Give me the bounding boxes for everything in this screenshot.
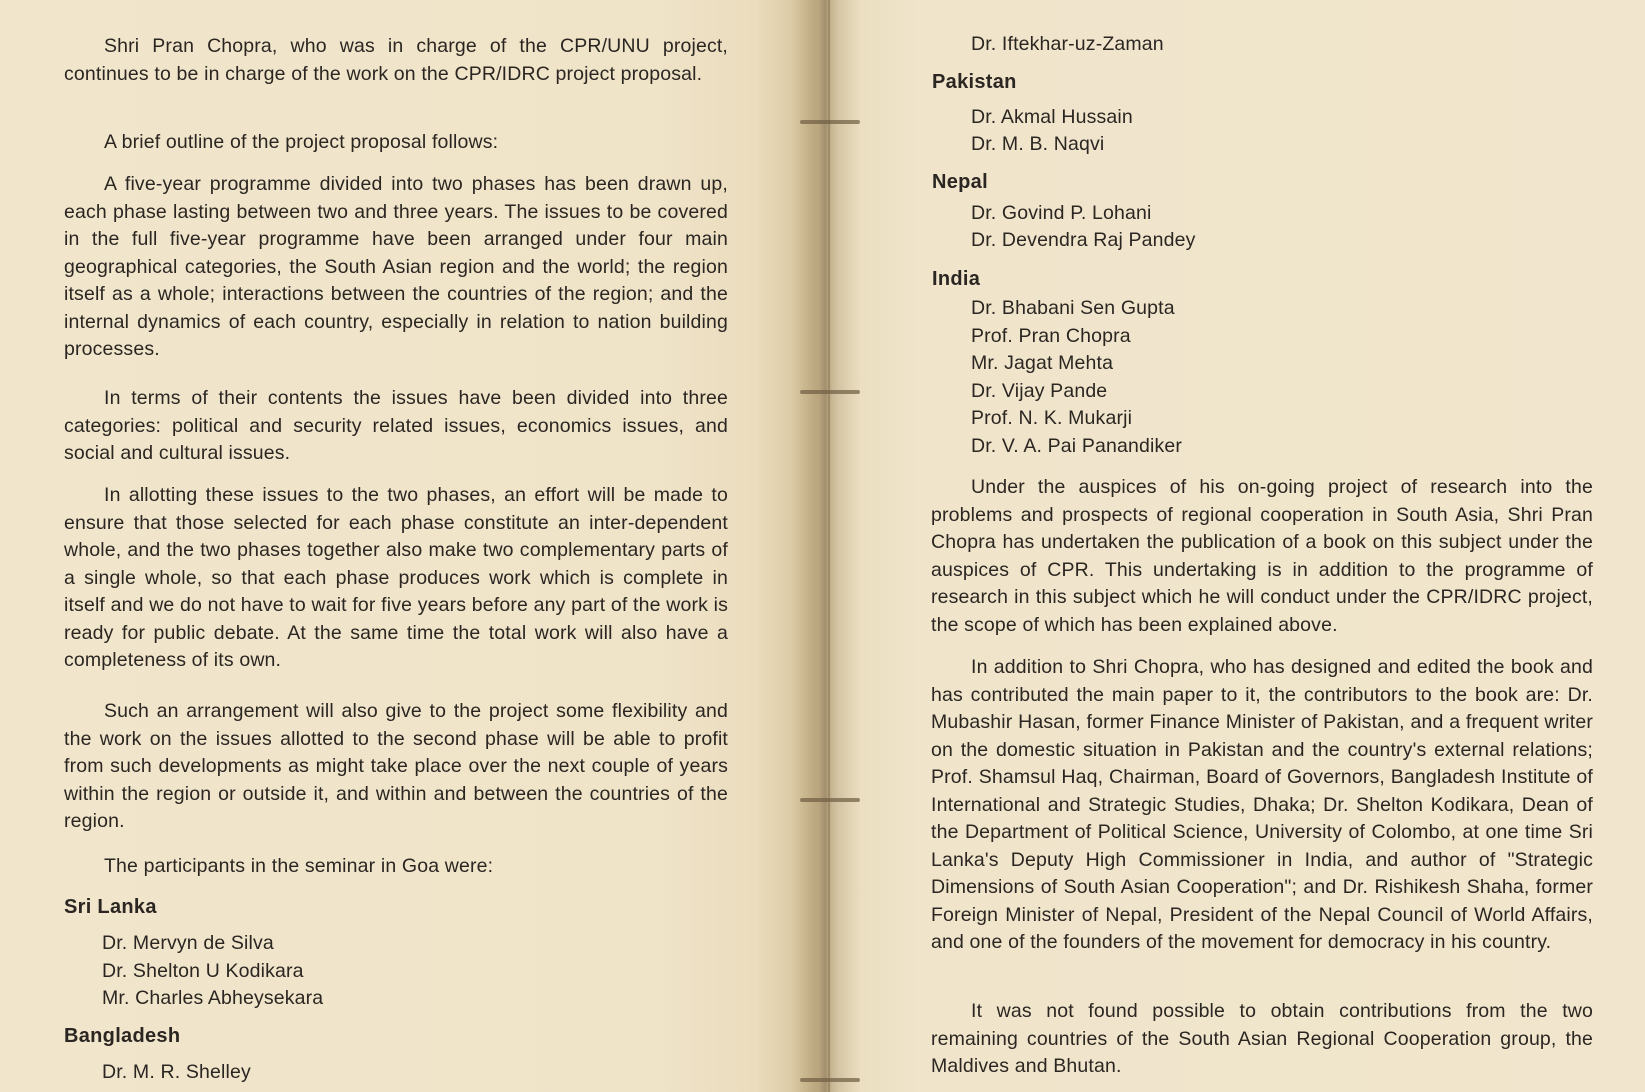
participant-name: Dr. V. A. Pai Panandiker	[971, 435, 1183, 457]
paragraph: A brief outline of the project proposal follows:	[104, 131, 499, 153]
paragraph: A five-year programme divided into two phases has been drawn up, each phase lasting between two and three years. The issues to be covered in the full five-year programme have been arranged under four main geographical categories, the South Asian region and the world; the region itself as a whole; interactions between the countries of the region; and the internal dynamics of each country, especially in relation to nation building processes.	[64, 173, 728, 360]
participant-name: Prof. N. K. Mukarji	[971, 407, 1133, 429]
country-heading-nepal: Nepal	[932, 171, 988, 193]
participant-name: Dr. M. B. Naqvi	[971, 133, 1105, 155]
participant-name: Mr. Jagat Mehta	[971, 352, 1114, 374]
paragraph: The participants in the seminar in Goa were:	[104, 855, 494, 877]
paragraph: Such an arrangement will also give to the project some flexibility and the work on the issues allotted to the second phase will be able to profit from such developments as might take place over the next couple of years within the region or outside it, and within and between the countries of the region.	[64, 700, 728, 832]
paragraph: Under the auspices of his on-going project of research into the problems and prospects of regional cooperation in South Asia, Shri Pran Chopra has undertaken the publication of a book on this subject under the auspices of CPR. This undertaking is in addition to the programme of research in this subject which he will conduct under the CPR/IDRC project, the scope of which has been explained above.	[931, 476, 1593, 636]
participant-name: Dr. Shelton U Kodikara	[102, 960, 304, 982]
paragraph: In allotting these issues to the two phases, an effort will be made to ensure that those selected for each phase constitute an inter-dependent whole, and the two phases together also make two complementary parts of a single whole, so that each phase produces work which is complete in itself and we do not have to wait for five years before any part of the work is ready for public debate. At the same time the total work will also have a completeness of its own.	[64, 484, 728, 671]
country-heading-india: India	[932, 268, 981, 290]
participant-name: Dr. Akmal Hussain	[971, 106, 1133, 128]
country-heading-pakistan: Pakistan	[932, 71, 1017, 93]
participant-name: Mr. Charles Abheysekara	[102, 987, 324, 1009]
paragraph: Shri Pran Chopra, who was in charge of the CPR/UNU project, continues to be in charge of the work on the CPR/IDRC project proposal.	[64, 35, 728, 85]
participant-name: Prof. Pran Chopra	[971, 325, 1131, 347]
paragraph: In terms of their contents the issues have been divided into three categories: political and security related issues, economics issues, and social and cultural issues.	[64, 387, 728, 464]
participant-name: Dr. Mervyn de Silva	[102, 932, 274, 954]
participant-name: Dr. Vijay Pande	[971, 380, 1108, 402]
participant-name: Dr. Bhabani Sen Gupta	[971, 297, 1175, 319]
country-heading-bangladesh: Bangladesh	[64, 1025, 181, 1047]
country-heading-sri-lanka: Sri Lanka	[64, 896, 157, 918]
paragraph: It was not found possible to obtain contributions from the two remaining countries of the South Asian Regional Cooperation group, the Maldives and Bhutan.	[931, 1000, 1593, 1077]
paragraph: In addition to Shri Chopra, who has designed and edited the book and has contributed the main paper to it, the contributors to the book are: Dr. Mubashir Hasan, former Finance Minister of Pakistan, and a frequent writer on the domestic situation in Pakistan and the country's external relations; Prof. Shamsul Haq, Chairman, Board of Governors, Bangladesh Institute of International and Strategic Studies, Dhaka; Dr. Shelton Kodikara, Dean of the Department of Political Science, University of Colombo, at one time Sri Lanka's Deputy High Commissioner in India, and author of "Strategic Dimensions of South Asian Cooperation"; and Dr. Rishikesh Shaha, former Foreign Minister of Nepal, President of the Nepal Council of World Affairs, and one of the founders of the movement for democracy in his country.	[931, 656, 1593, 953]
right-page	[845, 0, 1645, 1092]
participant-name: Dr. Iftekhar-uz-Zaman	[971, 33, 1164, 55]
participant-name: Dr. Govind P. Lohani	[971, 202, 1152, 224]
participant-name: Dr. M. R. Shelley	[102, 1061, 251, 1083]
left-page	[0, 0, 800, 1092]
spine-fold-line	[828, 0, 830, 1092]
participant-name: Dr. Devendra Raj Pandey	[971, 229, 1196, 251]
